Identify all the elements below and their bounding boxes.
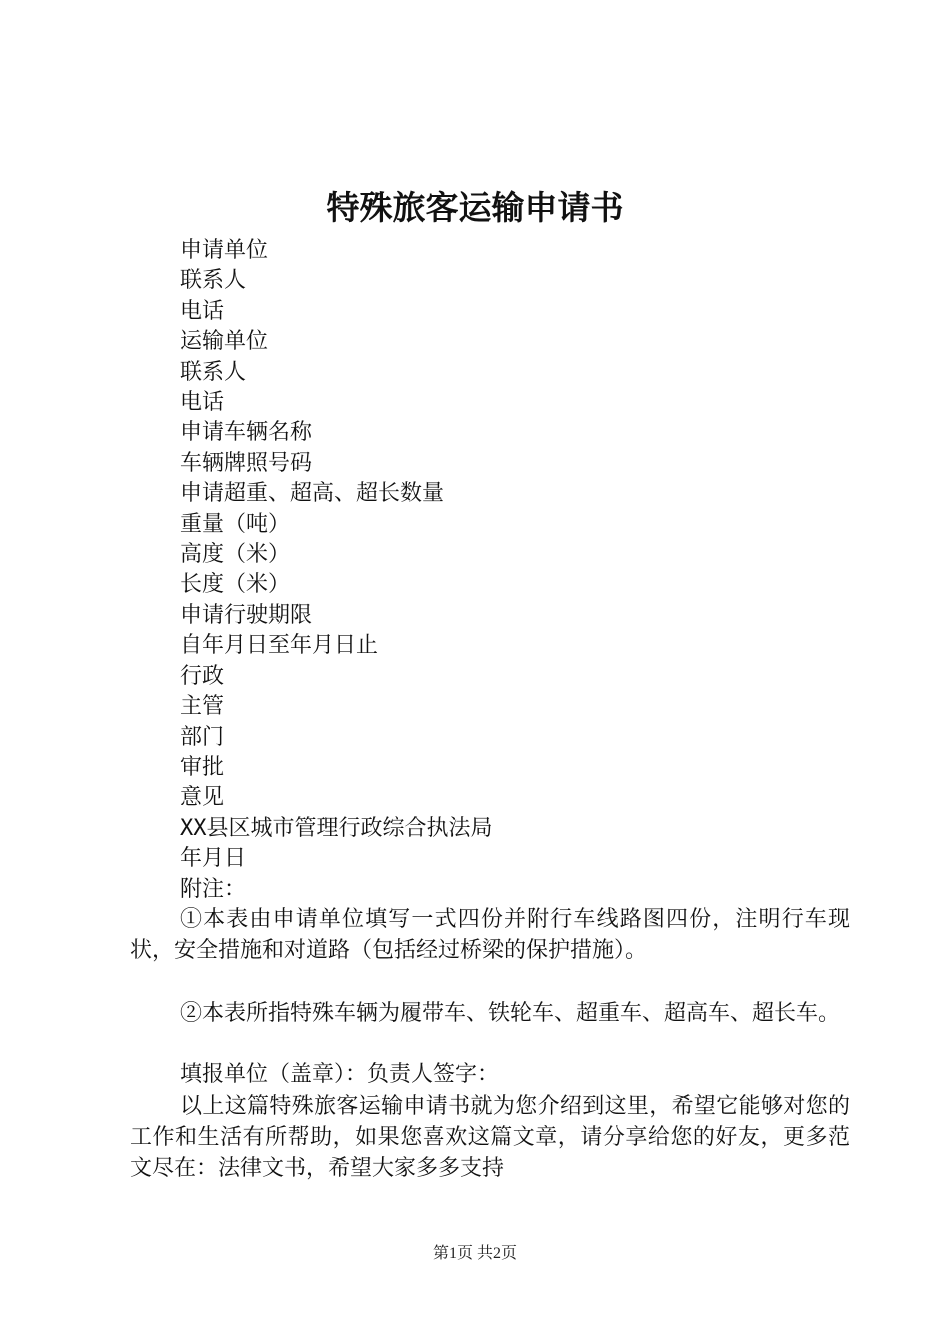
field-label: 重量（吨） <box>180 511 291 537</box>
field-label: 部门 <box>180 724 225 750</box>
closing-paragraph: 以上这篇特殊旅客运输申请书就为您介绍到这里，希望它能够对您的工作和生活有所帮助，如果您喜欢这篇文章，请分享给您的好友，更多范文尽在：法律文书，希望大家多多支持 <box>130 1094 850 1181</box>
field-label: 申请车辆名称 <box>180 420 313 446</box>
note-paragraph-1: ①本表由申请单位填写一式四份并附行车线路图四份，注明行车现状，安全措施和对道路（包括经过桥梁的保护措施）。 <box>130 907 850 963</box>
field-label: XX县区城市管理行政综合执法局 <box>180 815 493 841</box>
field-label: 意见 <box>180 785 225 811</box>
field-label: 年月日 <box>180 846 247 872</box>
field-label: 电话 <box>180 390 225 416</box>
field-label: 申请单位 <box>180 238 269 263</box>
field-label: 申请行驶期限 <box>180 602 313 628</box>
note-paragraph-2: ②本表所指特殊车辆为履带车、铁轮车、超重车、超高车、超长车。 <box>180 1001 841 1026</box>
field-label: 行政 <box>180 663 225 689</box>
document-title: 特殊旅客运输申请书 <box>326 188 624 227</box>
field-label: 审批 <box>180 754 225 780</box>
field-label: 车辆牌照号码 <box>180 450 313 476</box>
field-label: 自年月日至年月日止 <box>180 633 379 659</box>
field-label: 高度（米） <box>180 542 291 568</box>
field-label: 电话 <box>180 298 225 324</box>
field-label: 长度（米） <box>180 572 291 598</box>
field-label: 附注： <box>180 876 247 902</box>
signature-line: 填报单位（盖章）：负责人签字： <box>180 1062 500 1087</box>
field-label: 联系人 <box>180 268 247 294</box>
field-label: 联系人 <box>180 359 247 385</box>
field-label: 运输单位 <box>180 329 269 355</box>
field-label: 申请超重、超高、超长数量 <box>180 481 445 507</box>
application-field-list <box>180 236 493 905</box>
field-label: 主管 <box>180 694 225 720</box>
page-number-footer: 第1页 共2页 <box>432 1245 517 1262</box>
